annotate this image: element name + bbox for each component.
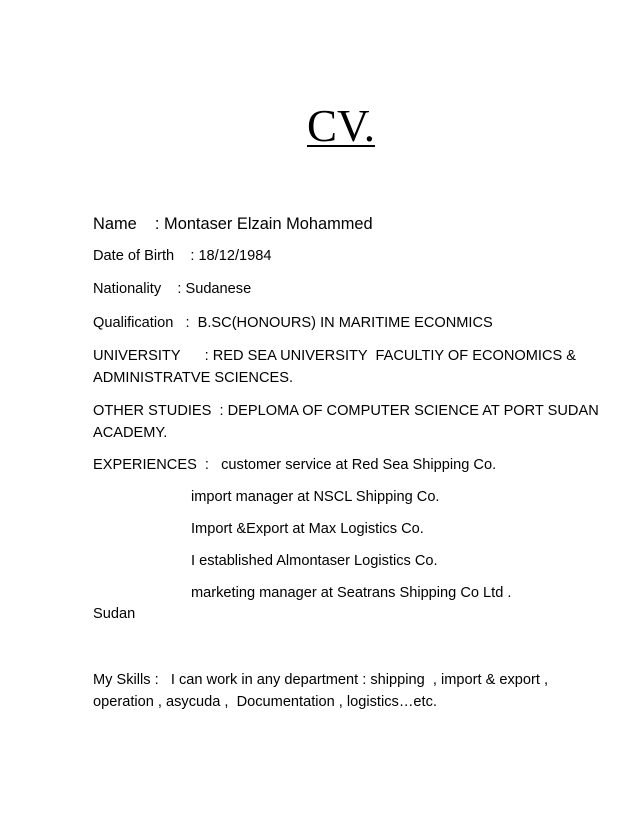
other-studies-line-1: OTHER STUDIES : DEPLOMA OF COMPUTER SCIENCE AT PORT SUDAN bbox=[93, 403, 599, 419]
skills-line-2: operation , asycuda , Documentation , logistics…etc. bbox=[93, 694, 437, 710]
qualification-line: Qualification : B.SC(HONOURS) IN MARITIME ECONMICS bbox=[93, 315, 493, 331]
university-line-2: ADMINISTRATVE SCIENCES. bbox=[93, 370, 294, 386]
experience-item: marketing manager at Seatrans Shipping Co Ltd . bbox=[191, 585, 512, 601]
cv-title bbox=[0, 98, 638, 154]
university-line-1: UNIVERSITY : RED SEA UNIVERSITY FACULTIY OF ECONOMICS & bbox=[93, 348, 577, 364]
experience-item: Import &Export at Max Logistics Co. bbox=[191, 521, 424, 537]
date-of-birth-line: Date of Birth : 18/12/1984 bbox=[93, 248, 272, 264]
experience-item: I established Almontaser Logistics Co. bbox=[191, 553, 438, 569]
location-line: Sudan bbox=[93, 606, 136, 622]
experiences-line: EXPERIENCES : customer service at Red Sea Shipping Co. bbox=[93, 457, 497, 473]
cv-title-text: CV. bbox=[307, 101, 375, 151]
skills-line-1: My Skills : I can work in any department : shipping , import & export , bbox=[93, 672, 549, 688]
other-studies-line-2: ACADEMY. bbox=[93, 425, 168, 441]
nationality-line: Nationality : Sudanese bbox=[93, 281, 252, 297]
experience-item: import manager at NSCL Shipping Co. bbox=[191, 489, 440, 505]
name-line: Name : Montaser Elzain Mohammed bbox=[93, 215, 373, 233]
